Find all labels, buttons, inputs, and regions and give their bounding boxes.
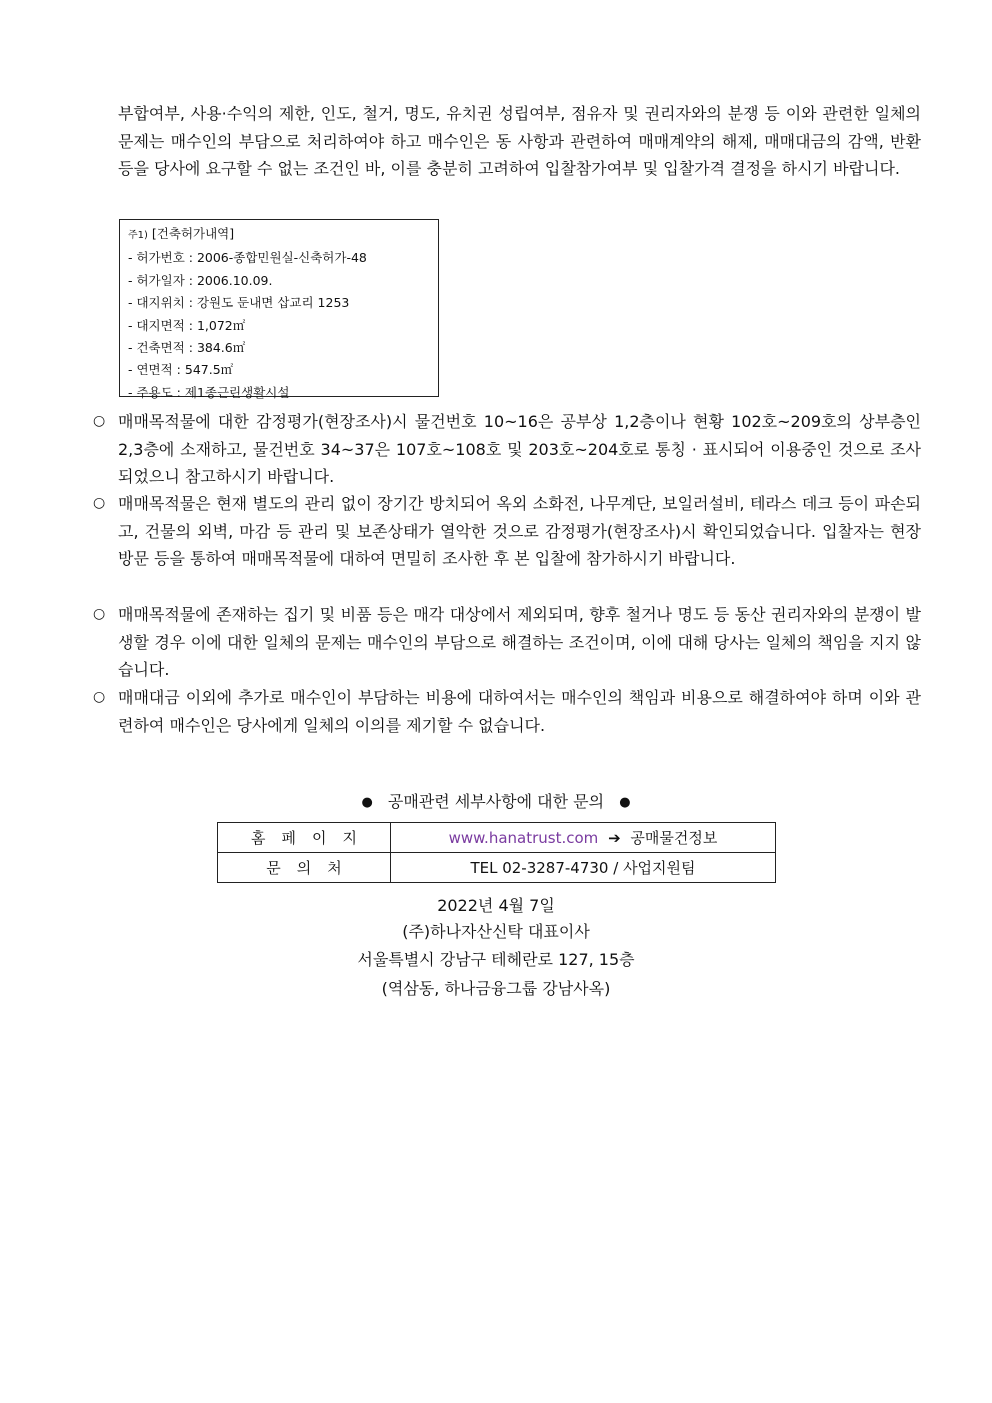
homepage-cell xyxy=(391,823,776,853)
bullet-item xyxy=(93,684,921,739)
bullet-dot-icon: ● xyxy=(361,795,373,810)
bullet-circle-icon: ○ xyxy=(93,413,106,429)
bullet-text: 매매목적물에 대한 감정평가(현장조사)시 물건번호 10~16은 공부상 1,2층이나 현황 102호~209호의 상부층인 2,3층에 소재하고, 물건번호 34~37은 107호~108호 및 203호~204호로 통칭 · 표시되어 이용중인 것으로 조사되었으니 참고하시기 바랍니다. xyxy=(118,412,921,487)
bullet-circle-icon: ○ xyxy=(93,495,106,511)
bullet-text: 매매목적물은 현재 별도의 관리 없이 장기간 방치되어 옥외 소화전, 나무계단, 보일러설비, 테라스 데크 등이 파손되고, 건물의 외벽, 마감 등 관리 및 보존상태가 열악한 것으로 감정평가(현장조사)시 확인되었습니다. 입찰자는 현장 방문 등을 통하여 매매목적물에 대하여 면밀히 조사한 후 본 입찰에 참가하시기 바랍니다. xyxy=(118,494,921,569)
note-line: - 허가번호 : 2006-종합민원실-신축허가-48 xyxy=(128,250,367,266)
inquiry-title xyxy=(0,788,992,817)
footer-address-detail: (역삼동, 하나금융그룹 강남사옥) xyxy=(381,979,611,998)
building-permit-note xyxy=(119,219,439,400)
bullet-dot-icon: ● xyxy=(619,795,631,810)
bullet-text: 매매목적물에 존재하는 집기 및 비품 등은 매각 대상에서 제외되며, 향후 철거나 명도 등 동산 권리자와의 분쟁이 발생할 경우 이에 대한 일체의 문제는 매수인의 부담으로 해결하는 조건이며, 이에 대해 당사는 일체의 책임을 지지 않습니다. xyxy=(118,605,921,680)
note-title xyxy=(128,223,430,247)
bullet-circle-icon: ○ xyxy=(93,689,106,705)
note-line: - 허가일자 : 2006.10.09. xyxy=(128,272,273,288)
note-line: - 대지위치 : 강원도 둔내면 삽교리 1253 xyxy=(128,295,350,311)
homepage-desc: 공매물건정보 xyxy=(630,829,718,847)
table-row xyxy=(218,853,776,883)
bullet-item xyxy=(93,490,921,573)
contact-table xyxy=(217,822,776,883)
note-marker: 주1) xyxy=(128,230,148,241)
footer-company: (주)하나자산신탁 대표이사 xyxy=(402,922,590,941)
note-line: - 대지면적 : 1,072㎡ xyxy=(128,317,246,333)
table-row xyxy=(218,823,776,853)
note-line: - 건축면적 : 384.6㎡ xyxy=(128,340,246,356)
intro-paragraph: 부합여부, 사용·수익의 제한, 인도, 철거, 명도, 유치권 성립여부, 점유자 및 권리자와의 분쟁 등 이와 관련한 일체의 문제는 매수인의 부담으로 처리하여야 하고 매수인은 동 사항과 관련하여 매매계약의 해제, 매매대금의 감액, 반환 등을 당사에 요구할 수 없는 조건인 바, 이를 충분히 고려하여 입찰참가여부 및 입찰가격 결정을 하시기 바랍니다. xyxy=(118,104,921,179)
footer-address: 서울특별시 강남구 테헤란로 127, 15층 xyxy=(357,950,635,969)
homepage-link[interactable]: www.hanatrust.com xyxy=(448,829,599,847)
inquiry-title-text: 공매관련 세부사항에 대한 문의 xyxy=(387,792,605,811)
note-title-text: [건축허가내역] xyxy=(151,226,235,241)
footer-date: 2022년 4월 7일 xyxy=(437,896,555,915)
bullet-circle-icon: ○ xyxy=(93,606,106,622)
note-line: - 연면적 : 547.5㎡ xyxy=(128,362,234,378)
bullet-item xyxy=(93,408,921,491)
contact-value: TEL 02-3287-4730 / 사업지원팀 xyxy=(391,853,776,883)
contact-label: 문의처 xyxy=(218,853,391,883)
bullet-text: 매매대금 이외에 추가로 매수인이 부담하는 비용에 대하여서는 매수인의 책임과 비용으로 해결하여야 하며 이와 관련하여 매수인은 당사에게 일체의 이의를 제기할 수 없습니다. xyxy=(118,688,921,735)
homepage-label: 홈페이지 xyxy=(218,823,391,853)
arrow-right-icon: ➔ xyxy=(608,829,621,847)
note-line: - 주용도 : 제1종근린생활시설 xyxy=(128,384,290,400)
bullet-item xyxy=(93,601,921,684)
